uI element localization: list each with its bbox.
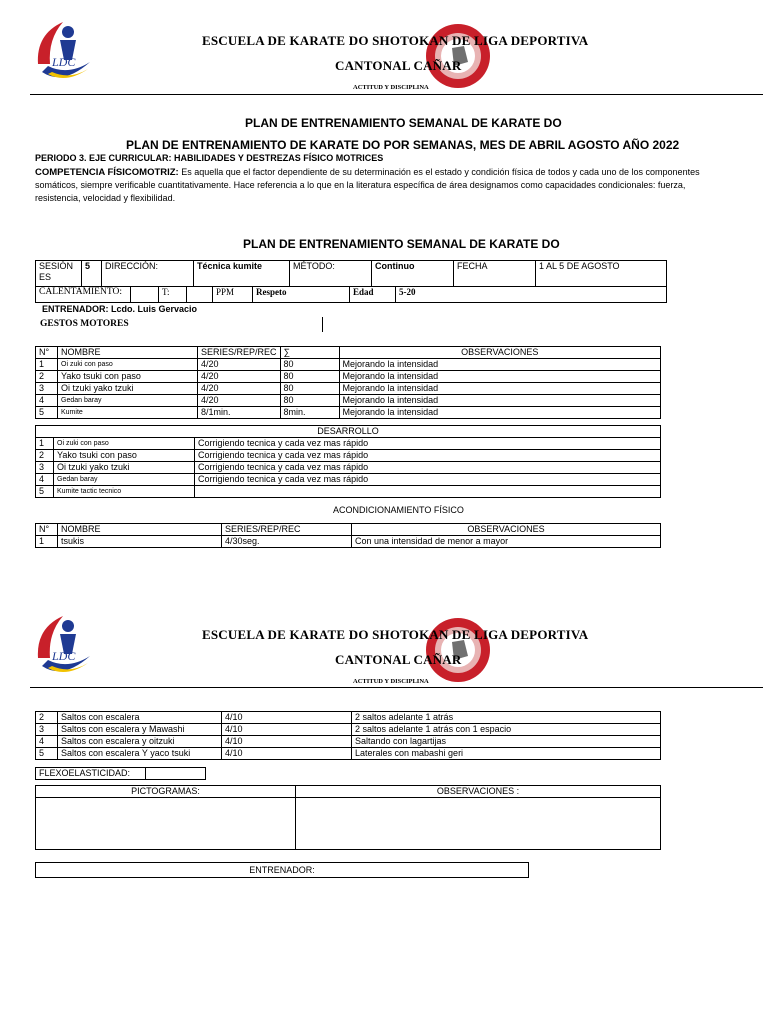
row-nombre: Kumite [58,407,198,419]
competencia-line-2: somáticos, siempre verificable cuantitativamente. Hace referencia a lo que en la literatura específica de área designamos como capacidades condicionales: fuerza, [35,180,686,190]
col-header-sum: ∑ [280,347,339,359]
ppm-value: Respeto [253,287,350,303]
row-nombre: Oi tzuki yako tzuki [54,462,195,474]
row-observacion: Laterales con mabashi geri [352,748,661,760]
col-header-n: N° [36,347,58,359]
svg-text:LDC: LDC [52,649,76,663]
row-series: 4/20 [198,395,281,407]
row-number: 1 [36,536,58,548]
pictogramas-box [35,785,296,850]
row-number: 5 [36,748,58,760]
flexo-table [35,767,206,780]
row-observacion: 2 saltos adelante 1 atrás [352,712,661,724]
row-nombre: tsukis [58,536,222,548]
row-observacion: Corrigiendo tecnica y cada vez mas rápido [195,462,661,474]
fecha-value: 1 AL 5 DE AGOSTO [536,261,667,287]
school-subtitle: CANTONAL CAÑAR [335,652,462,667]
text-cursor [322,317,323,332]
direccion-label: DIRECCIÓN: [102,261,194,287]
entrenador-footer-table [35,862,529,878]
plan-subtitle: PLAN DE ENTRENAMIENTO DE KARATE DO POR SEMANAS, MES DE ABRIL AGOSTO AÑO 2022 [126,138,680,152]
row-observacion: Mejorando la intensidad [339,407,660,419]
school-title: ESCUELA DE KARATE DO SHOTOKAN DE LIGA DEPORTIVA [202,627,589,642]
motto: ACTITUD Y DISCIPLINA [353,84,429,91]
session-table [35,260,667,287]
row-nombre: Gedan baray [54,474,195,486]
row-observacion: Corrigiendo tecnica y cada vez mas rápido [195,450,661,462]
desarrollo-title: DESARROLLO [36,426,661,438]
col-header-observaciones: OBSERVACIONES [352,524,661,536]
col-header-observaciones: OBSERVACIONES [339,347,660,359]
plan-title: PLAN DE ENTRENAMIENTO SEMANAL DE KARATE DO [245,116,562,130]
row-nombre: Oi zuki con paso [54,438,195,450]
row-observacion [195,486,661,498]
calentamiento-label: CALENTAMIENTO: [36,287,131,303]
school-title: ESCUELA DE KARATE DO SHOTOKAN DE LIGA DEPORTIVA [202,33,589,48]
table-row [36,724,661,736]
table-row [36,395,661,407]
competencia-label: COMPETENCIA FÍSICOMOTRIZ: [35,167,179,178]
observaciones-box [295,785,661,850]
acond-title: ACONDICIONAMIENTO FÍSICO [333,505,464,515]
entrenador-line: ENTRENADOR: Lcdo. Luis Gervacio [42,304,198,314]
row-total: 8min. [280,407,339,419]
row-observacion: 2 saltos adelante 1 atrás con 1 espacio [352,724,661,736]
sesiones-value: 5 [82,261,102,287]
svg-text:LDC: LDC [52,55,76,69]
table-row [36,359,661,371]
warmup-table [35,346,661,419]
competencia-paragraph [35,166,765,205]
row-nombre: Yako tsuki con paso [58,371,198,383]
acond-table [35,523,661,548]
row-nombre: Yako tsuki con paso [54,450,195,462]
row-number: 2 [36,712,58,724]
table-row [36,486,661,498]
row-nombre: Oi zuki con paso [58,359,198,371]
col-header-nombre: NOMBRE [58,347,198,359]
row-observacion: Corrigiendo tecnica y cada vez mas rápido [195,474,661,486]
table-row [36,450,661,462]
sesiones-label: SESIÓN ES [36,261,82,287]
row-number: 2 [36,371,58,383]
t-value [187,287,213,303]
metodo-label: MÉTODO: [290,261,372,287]
row-number: 5 [36,486,54,498]
row-total: 80 [280,383,339,395]
table-row [36,536,661,548]
header-rule [30,687,763,688]
row-series: 4/10 [222,736,352,748]
row-series: 4/10 [222,748,352,760]
row-total: 80 [280,371,339,383]
competencia-line-3: resistencia, velocidad y flexibilidad. [35,193,176,203]
competencia-line-1: Es aquella que el factor dependiente de su determinación es el estado y condición física de todos y cada uno de los componentes [178,167,700,177]
desarrollo-table [35,425,661,498]
row-observacion: Mejorando la intensidad [339,395,660,407]
row-number: 1 [36,438,54,450]
row-number: 1 [36,359,58,371]
page2-table [35,711,661,760]
col-header-nombre: NOMBRE [58,524,222,536]
row-number: 3 [36,462,54,474]
row-observacion: Mejorando la intensidad [339,371,660,383]
gestos-motores: GESTOS MOTORES [40,319,129,329]
edad-label: Edad [350,287,396,303]
metodo-value: Continuo [372,261,454,287]
row-series: 4/20 [198,359,281,371]
table-row [36,712,661,724]
row-total: 80 [280,359,339,371]
header-rule [30,94,763,95]
table-row [36,462,661,474]
school-subtitle: CANTONAL CAÑAR [335,58,462,73]
row-series: 4/10 [222,712,352,724]
periodo-text: PERIODO 3. EJE CURRICULAR: HABILIDADES Y DESTREZAS FÍSICO MOTRICES [35,153,384,163]
row-series: 4/20 [198,371,281,383]
flexo-value [146,768,206,780]
calentamiento-value [131,287,159,303]
row-nombre: Oi tzuki yako tzuki [58,383,198,395]
plan-title-2: PLAN DE ENTRENAMIENTO SEMANAL DE KARATE DO [243,237,560,251]
row-number: 4 [36,736,58,748]
row-nombre: Saltos con escalera y oitzuki [58,736,222,748]
motto: ACTITUD Y DISCIPLINA [353,678,429,685]
row-number: 5 [36,407,58,419]
row-series: 4/30seg. [222,536,352,548]
row-number: 2 [36,450,54,462]
table-row [36,474,661,486]
t-label: T: [159,287,187,303]
row-series: 8/1min. [198,407,281,419]
direccion-value: Técnica kumite [194,261,290,287]
row-series: 4/20 [198,383,281,395]
row-observacion: Con una intensidad de menor a mayor [352,536,661,548]
flexo-label: FLEXOELASTICIDAD: [36,768,146,780]
row-number: 3 [36,383,58,395]
observaciones-label: OBSERVACIONES : [296,786,660,798]
row-number: 4 [36,395,58,407]
row-total: 80 [280,395,339,407]
table-row [36,748,661,760]
table-row [36,371,661,383]
row-observacion: Saltando con lagartijas [352,736,661,748]
row-observacion: Mejorando la intensidad [339,359,660,371]
col-header-series: SERIES/REP/REC [222,524,352,536]
table-row [36,407,661,419]
row-nombre: Saltos con escalera y Mawashi [58,724,222,736]
row-observacion: Corrigiendo tecnica y cada vez mas rápido [195,438,661,450]
row-nombre: Gedan baray [58,395,198,407]
col-header-series: SERIES/REP/REC [198,347,281,359]
row-series: 4/10 [222,724,352,736]
col-header-n: N° [36,524,58,536]
row-nombre: Saltos con escalera Y yaco tsuki [58,748,222,760]
calentamiento-table [35,286,667,303]
fecha-label: FECHA [454,261,536,287]
table-row [36,383,661,395]
ldc-logo [28,14,98,84]
row-nombre: Kumite tactic tecnico [54,486,195,498]
entrenador-footer: ENTRENADOR: [36,863,529,878]
row-observacion: Mejorando la intensidad [339,383,660,395]
table-row [36,736,661,748]
ldc-logo [28,608,98,678]
ppm-label: PPM [213,287,253,303]
row-number: 3 [36,724,58,736]
pictogramas-label: PICTOGRAMAS: [36,786,295,798]
edad-value: 5-20 [396,287,667,303]
table-row [36,438,661,450]
row-nombre: Saltos con escalera [58,712,222,724]
row-number: 4 [36,474,54,486]
